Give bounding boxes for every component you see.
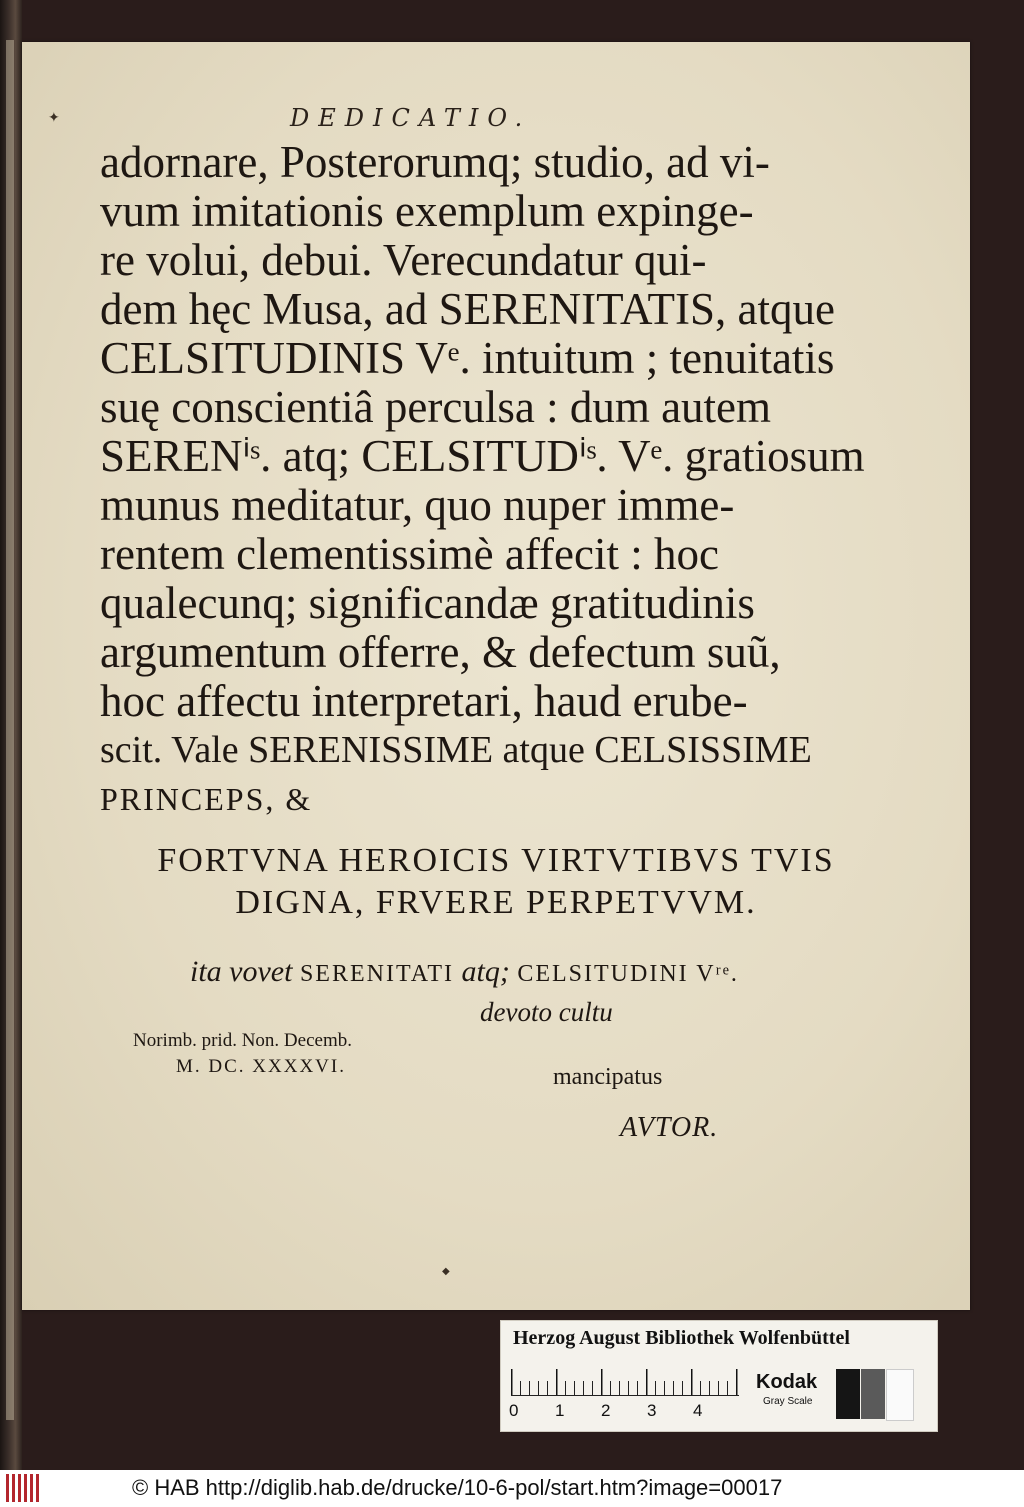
white-swatch — [886, 1369, 914, 1421]
footer-copyright-link[interactable]: © HAB http://diglib.hab.de/drucke/10-6-pol/start.htm?image=00017 — [132, 1475, 783, 1500]
kodak-brand: Kodak — [756, 1371, 818, 1393]
book-page — [22, 42, 970, 1310]
book-spine-edge — [0, 0, 22, 1470]
ruler-number: 1 — [555, 1401, 565, 1420]
body-line: dem hęc Musa, ad SERENITATIS, atque — [100, 284, 835, 334]
body-line: rentem clementissimè affecit : hoc — [100, 529, 719, 579]
body-line: argumentum offerre, & defectum suũ, — [100, 627, 781, 677]
page-marker-icon: ✦ — [48, 110, 60, 126]
calibration-card — [500, 1320, 938, 1432]
body-line: qualecunq; significandæ gratitudinis — [100, 578, 755, 628]
gray-swatch — [861, 1369, 885, 1419]
vovet-italic: ita vovet — [190, 955, 293, 988]
mancipatus: mancipatus — [553, 1064, 663, 1090]
body-line: munus meditatur, quo nuper imme- — [100, 480, 735, 530]
footer-bar — [0, 1470, 1024, 1507]
hab-logo-icon — [6, 1474, 42, 1502]
body-line: adornare, Posterorumq; studio, ad vi- — [100, 137, 770, 187]
body-line: PRINCEPS, & — [100, 781, 313, 817]
ruler-number: 4 — [693, 1401, 703, 1420]
page-header: DEDICATIO. — [290, 104, 532, 132]
ruler-number: 0 — [509, 1401, 519, 1420]
motto-line-1: FORTVNA HEROICIS VIRTVTIBVS TVIS — [157, 842, 835, 879]
body-line: CELSITUDINIS Vᵉ. intuitum ; tenuitatis — [100, 333, 835, 383]
gray-scale-label: Gray Scale — [763, 1396, 813, 1407]
body-line: SERENⁱˢ. atq; CELSITUDⁱˢ. Vᵉ. gratiosum — [100, 431, 865, 481]
autor-signature: AVTOR. — [620, 1112, 719, 1143]
ruler-major-ticks — [511, 1369, 739, 1395]
devoto-cultu: devoto cultu — [480, 997, 613, 1027]
black-swatch — [836, 1369, 860, 1419]
card-title: Herzog August Bibliothek Wolfenbüttel — [513, 1327, 850, 1349]
vovet-atq: atq; — [461, 955, 510, 988]
dedication-body — [100, 137, 865, 824]
ruler-number: 3 — [647, 1401, 657, 1420]
opposite-page-sliver — [6, 40, 14, 1420]
ruler-number: 2 — [601, 1401, 611, 1420]
body-line: re volui, debui. Verecundatur qui- — [100, 235, 707, 285]
vovet-celsitudini: CELSITUDINI Vʳᵉ. — [517, 961, 739, 987]
body-line: hoc affectu interpretari, haud erube- — [100, 676, 748, 726]
vovet-line — [190, 955, 739, 989]
date-line-1: Norimb. prid. Non. Decemb. — [133, 1030, 352, 1051]
page-dot-icon: ◆ — [442, 1266, 450, 1277]
body-line: scit. Vale SERENISSIME atque CELSISSIME — [100, 729, 812, 771]
body-line: suę conscientiâ perculsa : dum autem — [100, 382, 772, 432]
date-line-2: M. DC. XXXXVI. — [176, 1056, 346, 1077]
body-line: vum imitationis exemplum expinge- — [100, 186, 754, 236]
motto-line-2: DIGNA, FRVERE PERPETVVM. — [235, 884, 757, 921]
vovet-serenitati: SERENITATI — [299, 961, 455, 987]
